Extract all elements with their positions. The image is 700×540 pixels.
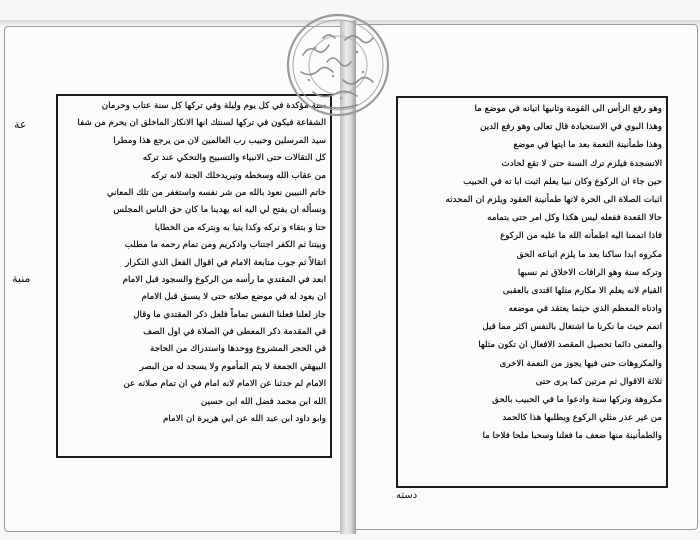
- text-line: الانسجدة فيلزم ترك السنة حتى لا تقع لحادث: [501, 158, 662, 169]
- left-margin-note: منبة: [12, 272, 31, 285]
- right-text-block: [400, 100, 662, 446]
- text-line: سنة مؤكدة في كل يوم وليلة وفي تركها كل سنة عتاب وحرمان: [101, 101, 326, 111]
- text-line: وادناه المعظم الذي حيثما يعتقد في موضعه: [508, 304, 662, 315]
- text-line: وبيتنا ثم الكفر اجتناب وادكريم ومن تمام رحمه ما مطلب: [124, 240, 326, 251]
- text-line: ابعد في المقتدي ما رأسه من الركوع والسجود قبل الامام: [122, 274, 326, 285]
- text-line: اثبات الصلاة الى الحرة لاتها طمأنينة العقود ويلزم ان المحدثه: [445, 194, 662, 205]
- text-line: مكروه ابدا ساكنا بعد ما يلزم اتباعه الحق: [516, 249, 662, 260]
- text-line: حتا و بتقاء و تركه وكذا يتيا به وبتركه من الخطايا: [154, 222, 326, 233]
- text-line: حالا القعدة ففعله ليس هكذا وكل امر حتى بتمامه: [487, 213, 662, 224]
- text-line: في المقدمة ذكر المعطى في الصلاة في اول الصف: [143, 327, 326, 338]
- text-line: حين جاء ان الركوع وكان نبيا يعلم اثبت ابا ته في الحبيب: [463, 176, 662, 187]
- text-line: كل التقالات حتى الانبياء والتسبيح والتحكي عند تركه: [142, 153, 326, 164]
- text-line: اتقالاً ثم جوب متابعة الامام في اقوال الفعل الذي التكرار: [125, 257, 326, 268]
- text-line: والمعنى دائما تحصيل المقصد الافعال ان تكون مثلها: [478, 340, 662, 351]
- text-line: وابو داود ابن عبد الله عن ابي هريرة ان الامام: [163, 414, 326, 425]
- text-line: سيد المرسلين وحبيب رب العالمين لان من يرجع هذا ومطرا: [113, 135, 326, 146]
- text-line: الشفاعة فيكون في تركها لسنتك انها الانكار الماخلق ان يحرم من شفا: [77, 118, 326, 129]
- left-text-block: [60, 98, 326, 428]
- text-line: فاذا اتممنا اليه اطمأنه الله ما عليه من الركوع: [500, 231, 662, 242]
- text-line: والمكروهات حتى فيها يجوز من النعمة الاخرى: [499, 358, 662, 369]
- text-line: البيهقي الجمعة لا يتم المأموم ولا يسجد له من البصر: [139, 361, 326, 372]
- text-line: القيام لانه يعلم الا مكارم مثلها اقتدى بالعقبى: [502, 285, 662, 296]
- text-line: اتمم حيث ما نكرنا ما اشتغال بالنفس اكثر مما قيل: [482, 322, 662, 333]
- text-line: وهو رفع الرأس الى القومة وثانيها اتيانه في موضع ما: [474, 104, 662, 114]
- text-line: وهذا البوي في الاستحيادة قال تعالى وهو رفع الدين: [480, 122, 662, 133]
- text-line: جاز لعلنا فعلنا النفس تماماً فلعل ذكر المقتدي ما وقال: [133, 309, 326, 320]
- text-line: ثلاثة الاقوال ثم مرتين كما يرى حتى: [535, 376, 662, 387]
- catchword: دسته: [396, 490, 418, 501]
- text-line: وتركه سنة وهو الرافات الاخلاق ثم نسبها: [517, 267, 662, 278]
- text-line: ونسأله ان يفتح لي اليه انه يهدينا ما كان حق الناس المجلس: [113, 205, 326, 216]
- text-line: ان يعود له في موضع صلاته حتى لا يسبق قبل الامام: [141, 292, 326, 303]
- text-line: مكروهة وتركها سنة وادعوا ما في الحبيب بالحق: [491, 395, 662, 405]
- text-line: في الحجر المشروع ووحدها واستدراك من الحاجة: [149, 344, 326, 355]
- library-seal-stamp: [283, 10, 393, 120]
- text-line: والطمأنينة منها ضعف ما فعلنا وسحبا ملحا فلاحا ما: [482, 431, 662, 442]
- text-line: من غير عذر مثلي الركوع ويطلبها هذا كالحمد: [502, 413, 662, 424]
- text-line: خاتم النبيين نعوذ بالله من شر نفسه واستغفر من تلك المعاني: [106, 187, 326, 198]
- text-line: الله ابن محمد فضل الله ابن حسين: [200, 396, 326, 407]
- text-line: وهذا طمأنينة النعمة بعد ما ايتها في موضع: [513, 140, 662, 151]
- text-line: من عقاب الله وسخطه وتيريدخلك الجنة لانه تركه: [150, 170, 326, 181]
- text-line: الامام لم حدثنا عن الامام لانه امام في ان تمام صلاته عن: [123, 379, 326, 390]
- left-margin-note: عة: [14, 118, 27, 131]
